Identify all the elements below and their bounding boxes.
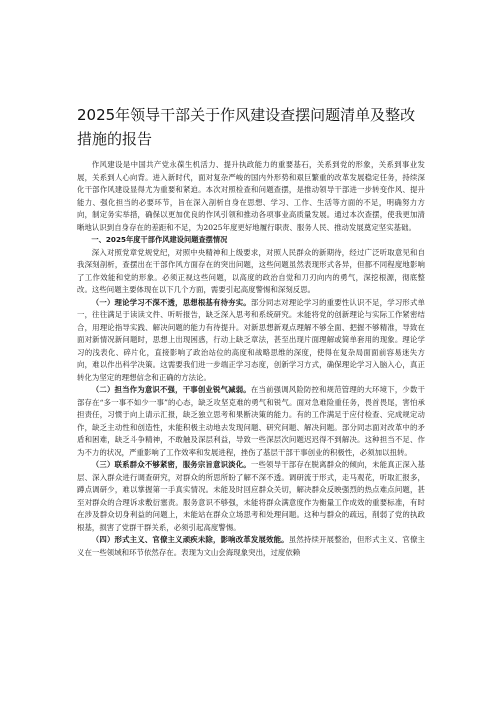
item-paragraph-4 (77, 534, 425, 559)
item-paragraph-2 (77, 384, 425, 459)
item-paragraph-3 (77, 459, 425, 534)
item-text: 部分同志对理论学习的重要性认识不足，学习形式单一，往往满足于读读文件、听听报告，缺乏深入思考和系统研究。未能将党的创新理论与实际工作紧密结合，用理论指导实践、解决问题的能力有待提升。对新思想新观点理解不够全面、把握不够精准，导致在面对新情况新问题时，思想上出现困惑，行动上缺乏章法，甚至出现片面理解或简单套用的现象。理论学习的浅表化、碎片化，直接影响了政治站位的高度和战略思维的深度，使得在复杂局面面前容易迷失方向，难以作出科学决策。这需要我们进一步端正学习态度，创新学习方式，确保理论学习入脑入心，真正转化为坚定的理想信念和正确的方法论。 (77, 297, 425, 382)
item-lead: （三）联系群众不够紧密，服务宗旨意识淡化。 (91, 460, 251, 469)
document-title: 2025年领导干部关于作风建设查摆问题清单及整改措施的报告 (77, 106, 416, 148)
intro-paragraph: 作风建设是中国共产党永葆生机活力、提升执政能力的重要基石，关系到党的形象，关系到事业发展，关系到人心向背。进入新时代，面对复杂严峻的国内外形势和艰巨繁重的改革发展稳定任务，持续深化干部作风建设显得尤为重要和紧迫。本次对照检查和问题查摆，是推动领导干部进一步转变作风、提升能力、强化担当的必要环节，旨在深入剖析自身在思想、学习、工作、生活等方面的不足，明确努力方向，制定务实举措，确保以更加优良的作风引领和推动各项事业高质量发展。通过本次查摆，使我更加清晰地认识到自身存在的差距和不足，为2025年度更好地履行职责、服务人民、推动发展奠定坚实基础。 (77, 160, 425, 232)
item-text: 一些领导干部存在脱离群众的倾向，未能真正深入基层、深入群众进行调查研究，对群众的所思所盼了解不深不透。调研流于形式，走马观花，听取汇报多，蹲点调研少，难以掌握第一手真实情况。未能及时回应群众关切，解决群众反映强烈的热点难点问题，甚至对群众的合理诉求敷衍塞责。服务意识不够强，未能将群众满意度作为衡量工作成效的重要标准，有时在涉及群众切身利益的问题上，未能站在群众立场思考和处理问题。这种与群众的疏远，削弱了党的执政根基，损害了党群干群关系，必须引起高度警惕。 (77, 460, 425, 532)
section-heading: 一、2025年度干部作风建设问题查摆情况 (91, 235, 228, 244)
item-text: 虽然持续开展整治，但形式主义、官僚主义在一些领域和环节依然存在。表现为文山会海现象突出，过度依赖 (77, 535, 425, 557)
section-intro-paragraph: 深入对照党章党规党纪，对照中央精神和上级要求，对照人民群众的新期待，经过广泛听取意见和自我深刻剖析，查摆出在干部作风方面存在的突出问题，这些问题虽然表现形式各异，但都不同程度地影响了工作效能和党的形象。必须正视这些问题，以高度的政治自觉和刀刃向内的勇气，深挖根源，彻底整改。这些问题主要体现在以下几个方面，需要引起高度警惕和深刻反思。 (77, 247, 425, 294)
item-lead: （四）形式主义、官僚主义顽疾未除，影响改革发展效能。 (91, 535, 289, 544)
item-lead: （一）理论学习不深不透，思想根基有待夯实。 (91, 297, 251, 307)
item-paragraph-1 (77, 297, 425, 385)
item-text: 在当前强调风险防控和规范管理的大环境下，少数干部存在“多一事不如少一事”的心态，缺乏攻坚克难的勇气和锐气。面对急难险重任务，畏首畏尾，害怕承担责任，习惯于向上请示汇报，缺乏独立思考和果断决策的能力。有的工作满足于应付检查、完成规定动作，缺乏主动性和创造性，未能积极主动地去发现问题、研究问题、解决问题。部分同志面对改革中的矛盾和困难，缺乏斗争精神，不敢触及深层利益，导致一些深层次问题迟迟得不到解决。这种担当不足、作为不力的状况，严重影响了工作效率和发展进程，挫伤了基层干部干事创业的积极性，必须加以扭转。 (77, 385, 425, 457)
item-lead: （二）担当作为意识不强，干事创业锐气减弱。 (91, 385, 251, 394)
document-body (77, 159, 425, 559)
